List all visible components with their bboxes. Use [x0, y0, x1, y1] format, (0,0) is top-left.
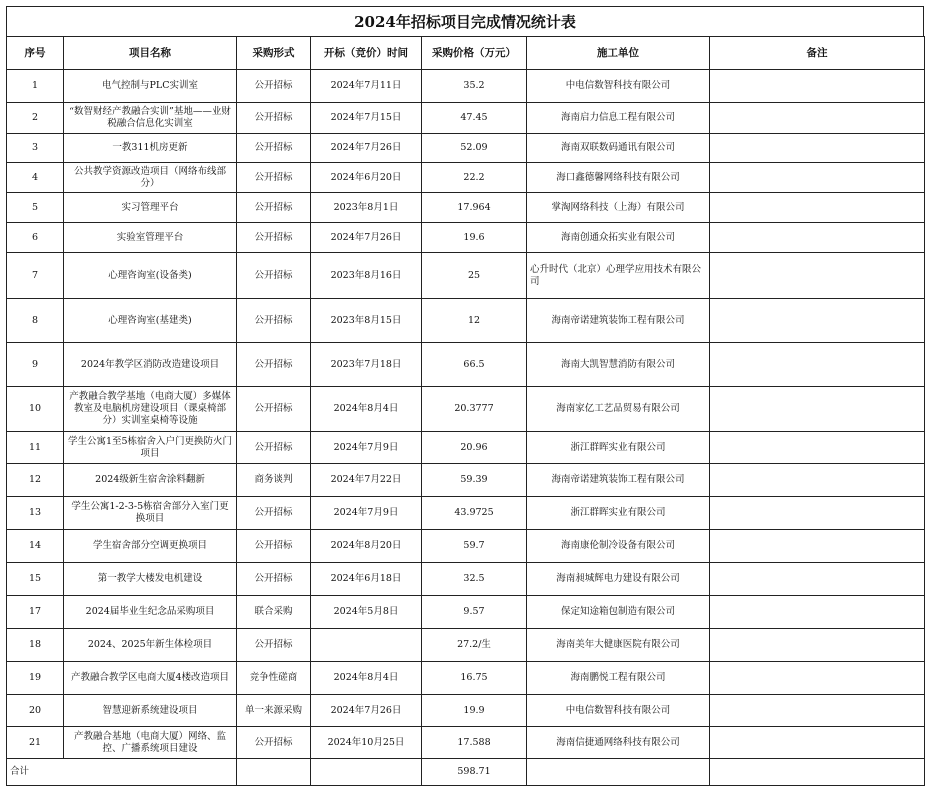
- cell-unit: 心升时代（北京）心理学应用技术有限公司: [527, 253, 710, 299]
- cell-price: 20.96: [422, 432, 527, 464]
- cell-unit: 海南帝诺建筑装饰工程有限公司: [527, 299, 710, 343]
- cell-date: 2024年7月9日: [311, 497, 422, 530]
- cell-method: 公开招标: [237, 563, 311, 596]
- table-row: [7, 70, 925, 103]
- cell-unit: 浙江群晖实业有限公司: [527, 432, 710, 464]
- cell-name: “数智财经产教融合实训”基地——业财税融合信息化实训室: [64, 103, 237, 134]
- cell-method: 单一来源采购: [237, 695, 311, 727]
- column-header: 开标（竞价）时间: [311, 37, 422, 70]
- table-row: [7, 432, 925, 464]
- cell-no: 18: [7, 629, 64, 662]
- cell-date: [311, 629, 422, 662]
- cell-note: [710, 387, 925, 432]
- cell-price: 59.7: [422, 530, 527, 563]
- table-row: [7, 163, 925, 193]
- column-header: 备注: [710, 37, 925, 70]
- cell-date: 2023年7月18日: [311, 343, 422, 387]
- cell-unit: 海南康伦制冷设备有限公司: [527, 530, 710, 563]
- total-row: [7, 759, 925, 786]
- cell-note: [710, 134, 925, 163]
- procurement-table: [6, 36, 925, 786]
- cell-date: 2024年7月26日: [311, 134, 422, 163]
- cell-note: [710, 629, 925, 662]
- cell-unit: 海南家亿工艺品贸易有限公司: [527, 387, 710, 432]
- cell-note: [710, 530, 925, 563]
- cell-price: 19.9: [422, 695, 527, 727]
- cell-name: 学生公寓1-2-3-5栋宿舍部分入室门更换项目: [64, 497, 237, 530]
- cell-method: 联合采购: [237, 596, 311, 629]
- table-row: [7, 662, 925, 695]
- cell-note: [710, 432, 925, 464]
- cell-name: 实习管理平台: [64, 193, 237, 223]
- cell-date: 2024年7月22日: [311, 464, 422, 497]
- cell-method: 公开招标: [237, 134, 311, 163]
- cell-method: 公开招标: [237, 432, 311, 464]
- cell-method: 商务谈判: [237, 464, 311, 497]
- cell-method: 公开招标: [237, 497, 311, 530]
- table-row: [7, 563, 925, 596]
- cell-empty: [311, 759, 422, 786]
- cell-method: 公开招标: [237, 253, 311, 299]
- cell-date: 2024年7月26日: [311, 695, 422, 727]
- cell-unit: 海南启力信息工程有限公司: [527, 103, 710, 134]
- cell-method: 公开招标: [237, 727, 311, 759]
- cell-name: 智慧迎新系统建设项目: [64, 695, 237, 727]
- table-row: [7, 299, 925, 343]
- cell-no: 6: [7, 223, 64, 253]
- table-row: [7, 134, 925, 163]
- cell-name: 心理咨询室(基建类): [64, 299, 237, 343]
- cell-unit: 海南美年大健康医院有限公司: [527, 629, 710, 662]
- cell-date: 2023年8月1日: [311, 193, 422, 223]
- cell-note: [710, 343, 925, 387]
- cell-method: 公开招标: [237, 299, 311, 343]
- cell-no: 11: [7, 432, 64, 464]
- table-row: [7, 343, 925, 387]
- cell-price: 19.6: [422, 223, 527, 253]
- header-row: [7, 37, 925, 70]
- cell-no: 5: [7, 193, 64, 223]
- total-price: 598.71: [422, 759, 527, 786]
- cell-date: 2024年8月4日: [311, 387, 422, 432]
- spreadsheet: [6, 6, 924, 786]
- table-row: [7, 695, 925, 727]
- table-body: [7, 70, 925, 786]
- table-row: [7, 629, 925, 662]
- cell-note: [710, 662, 925, 695]
- cell-no: 17: [7, 596, 64, 629]
- cell-date: 2024年10月25日: [311, 727, 422, 759]
- cell-no: 14: [7, 530, 64, 563]
- cell-price: 43.9725: [422, 497, 527, 530]
- column-header: 序号: [7, 37, 64, 70]
- cell-name: 2024届毕业生纪念品采购项目: [64, 596, 237, 629]
- column-header: 项目名称: [64, 37, 237, 70]
- cell-unit: 中电信数智科技有限公司: [527, 70, 710, 103]
- cell-method: 公开招标: [237, 343, 311, 387]
- cell-price: 66.5: [422, 343, 527, 387]
- cell-date: 2024年7月15日: [311, 103, 422, 134]
- cell-date: 2023年8月15日: [311, 299, 422, 343]
- cell-price: 20.3777: [422, 387, 527, 432]
- cell-name: 产教融合教学区电商大厦4楼改造项目: [64, 662, 237, 695]
- cell-method: 公开招标: [237, 70, 311, 103]
- cell-date: 2024年5月8日: [311, 596, 422, 629]
- cell-unit: 海南大凯智慧消防有限公司: [527, 343, 710, 387]
- cell-no: 9: [7, 343, 64, 387]
- cell-unit: 掌淘网络科技（上海）有限公司: [527, 193, 710, 223]
- cell-name: 实验室管理平台: [64, 223, 237, 253]
- cell-no: 20: [7, 695, 64, 727]
- cell-price: 27.2/生: [422, 629, 527, 662]
- cell-note: [710, 695, 925, 727]
- cell-no: 13: [7, 497, 64, 530]
- sheet-title: 2024年招标项目完成情况统计表: [6, 6, 924, 36]
- cell-method: 公开招标: [237, 223, 311, 253]
- cell-no: 12: [7, 464, 64, 497]
- total-label: 合计: [7, 759, 237, 786]
- cell-date: 2024年6月18日: [311, 563, 422, 596]
- cell-unit: 海南帝诺建筑装饰工程有限公司: [527, 464, 710, 497]
- cell-method: 竞争性磋商: [237, 662, 311, 695]
- cell-unit: 海口鑫德馨网络科技有限公司: [527, 163, 710, 193]
- cell-name: 第一教学大楼发电机建设: [64, 563, 237, 596]
- cell-empty: [710, 759, 925, 786]
- cell-method: 公开招标: [237, 103, 311, 134]
- cell-price: 9.57: [422, 596, 527, 629]
- cell-price: 52.09: [422, 134, 527, 163]
- cell-note: [710, 223, 925, 253]
- cell-unit: 海南信捷通网络科技有限公司: [527, 727, 710, 759]
- cell-note: [710, 596, 925, 629]
- cell-price: 35.2: [422, 70, 527, 103]
- cell-no: 19: [7, 662, 64, 695]
- cell-name: 心理咨询室(设备类): [64, 253, 237, 299]
- cell-unit: 海南双联数码通讯有限公司: [527, 134, 710, 163]
- cell-name: 一教311机房更新: [64, 134, 237, 163]
- cell-name: 公共教学资源改造项目（网络布线部分）: [64, 163, 237, 193]
- cell-unit: 保定知途箱包制造有限公司: [527, 596, 710, 629]
- cell-no: 15: [7, 563, 64, 596]
- cell-method: 公开招标: [237, 163, 311, 193]
- cell-empty: [527, 759, 710, 786]
- cell-price: 25: [422, 253, 527, 299]
- cell-name: 电气控制与PLC实训室: [64, 70, 237, 103]
- cell-note: [710, 193, 925, 223]
- column-header: 施工单位: [527, 37, 710, 70]
- cell-name: 学生宿舍部分空调更换项目: [64, 530, 237, 563]
- cell-no: 4: [7, 163, 64, 193]
- cell-no: 2: [7, 103, 64, 134]
- cell-note: [710, 464, 925, 497]
- cell-no: 7: [7, 253, 64, 299]
- cell-no: 3: [7, 134, 64, 163]
- cell-price: 47.45: [422, 103, 527, 134]
- cell-no: 21: [7, 727, 64, 759]
- cell-no: 10: [7, 387, 64, 432]
- cell-price: 22.2: [422, 163, 527, 193]
- cell-name: 2024年教学区消防改造建设项目: [64, 343, 237, 387]
- cell-price: 17.964: [422, 193, 527, 223]
- table-row: [7, 596, 925, 629]
- cell-method: 公开招标: [237, 629, 311, 662]
- cell-price: 16.75: [422, 662, 527, 695]
- table-row: [7, 727, 925, 759]
- cell-method: 公开招标: [237, 387, 311, 432]
- cell-note: [710, 299, 925, 343]
- cell-price: 59.39: [422, 464, 527, 497]
- table-row: [7, 497, 925, 530]
- cell-date: 2024年6月20日: [311, 163, 422, 193]
- cell-price: 32.5: [422, 563, 527, 596]
- cell-unit: 海南鹏悦工程有限公司: [527, 662, 710, 695]
- cell-name: 2024、2025年新生体检项目: [64, 629, 237, 662]
- cell-note: [710, 497, 925, 530]
- column-header: 采购形式: [237, 37, 311, 70]
- cell-note: [710, 103, 925, 134]
- cell-note: [710, 563, 925, 596]
- cell-date: 2024年7月26日: [311, 223, 422, 253]
- table-row: [7, 387, 925, 432]
- table-row: [7, 193, 925, 223]
- cell-note: [710, 70, 925, 103]
- column-header: 采购价格（万元）: [422, 37, 527, 70]
- cell-name: 产教融合教学基地（电商大厦）多媒体教室及电脑机房建设项目（课桌椅部分）实训室桌椅等设施: [64, 387, 237, 432]
- cell-name: 学生公寓1至5栋宿舍入户门更换防火门项目: [64, 432, 237, 464]
- cell-price: 12: [422, 299, 527, 343]
- table-row: [7, 103, 925, 134]
- cell-unit: 浙江群晖实业有限公司: [527, 497, 710, 530]
- cell-no: 8: [7, 299, 64, 343]
- table-row: [7, 223, 925, 253]
- cell-date: 2024年8月20日: [311, 530, 422, 563]
- cell-method: 公开招标: [237, 530, 311, 563]
- cell-price: 17.588: [422, 727, 527, 759]
- cell-empty: [237, 759, 311, 786]
- cell-date: 2024年7月9日: [311, 432, 422, 464]
- cell-unit: 海南昶城辉电力建设有限公司: [527, 563, 710, 596]
- cell-note: [710, 727, 925, 759]
- table-row: [7, 464, 925, 497]
- cell-name: 2024级新生宿舍涂料翻新: [64, 464, 237, 497]
- cell-no: 1: [7, 70, 64, 103]
- cell-unit: 中电信数智科技有限公司: [527, 695, 710, 727]
- cell-unit: 海南创通众拓实业有限公司: [527, 223, 710, 253]
- cell-date: 2023年8月16日: [311, 253, 422, 299]
- cell-date: 2024年8月4日: [311, 662, 422, 695]
- table-row: [7, 253, 925, 299]
- cell-note: [710, 163, 925, 193]
- cell-date: 2024年7月11日: [311, 70, 422, 103]
- table-row: [7, 530, 925, 563]
- cell-name: 产教融合基地（电商大厦）网络、监控、广播系统项目建设: [64, 727, 237, 759]
- cell-method: 公开招标: [237, 193, 311, 223]
- cell-note: [710, 253, 925, 299]
